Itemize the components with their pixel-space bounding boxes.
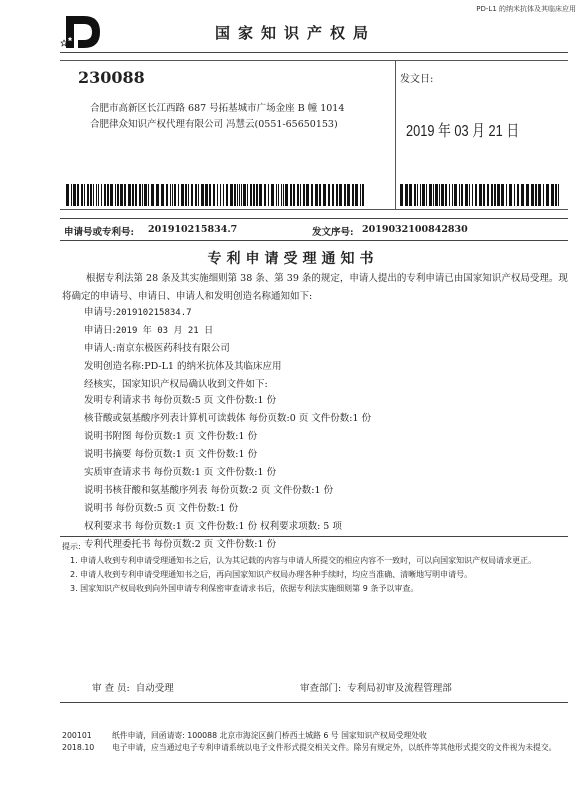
footer-rule [60, 702, 568, 703]
barcode-right [400, 184, 562, 206]
field-applicant: 申请人:南京东极医药科技有限公司 [84, 343, 230, 354]
note-item: 3. 国家知识产权局收到向外国申请专利保密审查请求书后，依据专利法实施细则第 9 条予以审查。 [70, 584, 419, 593]
footer-code-2: 2018.10 [62, 743, 95, 752]
examiner: 审 查 员: 自动受理 [92, 683, 174, 694]
document-item: 说明书核苷酸和氨基酸序列表 每份页数:2 页 文件份数:1 份 [84, 485, 334, 496]
postcode: 230088 [78, 68, 145, 87]
field-rule-bottom [60, 240, 568, 241]
application-no-value: 201910215834.7 [148, 224, 238, 235]
issue-date-label: 发文日: [400, 74, 434, 85]
field-invention-title: 发明创造名称:PD-L1 的纳米抗体及其临床应用 [84, 361, 282, 372]
header-rule [60, 52, 568, 53]
address-line-1: 合肥市高新区长江西路 687 号拓基城市广场金座 B 幢 1014 [90, 103, 345, 114]
application-no-label: 申请号或专利号: [64, 227, 135, 238]
header-note: PD-L1 的纳米抗体及其临床应用 [476, 5, 576, 13]
department: 审查部门: 专利局初审及流程管理部 [300, 683, 452, 694]
fields-list [84, 304, 281, 376]
field-rule-top [60, 218, 568, 219]
document-item: 权利要求书 每份页数:1 页 文件份数:1 份 权利要求项数: 5 项 [84, 521, 342, 532]
note-item: 2. 申请人收到专利申请受理通知书之后，再向国家知识产权局办理各种手续时，均应当准确、清晰地写明申请号。 [70, 570, 473, 579]
document-item: 专利代理委托书 每份页数:2 页 文件份数:1 份 [84, 539, 277, 550]
verified-intro: 经核实，国家知识产权局确认收到文件如下: [84, 379, 268, 390]
footer-text-1: 纸件申请，回函请寄: 100088 北京市海淀区蓟门桥西土城路 6 号 国家知识产权局受理处收 [112, 731, 427, 740]
serial-label: 发文序号: [312, 227, 354, 238]
footer-code-1: 200101 [62, 731, 92, 740]
document-item: 核苷酸或氨基酸序列表计算机可读载体 每份页数:0 页 文件份数:1 份 [84, 413, 372, 424]
serial-value: 2019032100842830 [362, 224, 468, 235]
notice-title: 专利申请受理通知书 [207, 251, 379, 267]
field-application-no: 申请号:201910215834.7 [84, 307, 192, 318]
address-line-2: 合肥律众知识产权代理有限公司 冯慧云(0551-65650153) [90, 119, 338, 130]
document-item: 说明书附图 每份页数:1 页 文件份数:1 份 [84, 431, 258, 442]
barcode-left [66, 184, 366, 206]
issue-date: 2019 年 03 月 21 日 [406, 123, 520, 140]
notes-title: 提示: [62, 542, 81, 551]
office-name: 国家知识产权局 [215, 24, 377, 42]
documents-list [84, 392, 371, 554]
cnipa-logo [60, 12, 102, 52]
document-item: 实质审查请求书 每份页数:1 页 文件份数:1 份 [84, 467, 277, 478]
note-item: 1. 申请人收到专利申请受理通知书之后，认为其记载的内容与申请人所提交的相应内容不一致时，可以向国家知识产权局请求更正。 [70, 556, 537, 565]
notes-section [62, 540, 568, 596]
document-item: 说明书摘要 每份页数:1 页 文件份数:1 份 [84, 449, 258, 460]
notes-rule [60, 536, 568, 537]
document-item: 发明专利请求书 每份页数:5 页 文件份数:1 份 [84, 395, 277, 406]
field-filing-date: 申请日:2019 年 03 月 21 日 [84, 325, 214, 336]
address-box-divider [395, 60, 396, 210]
document-item: 说明书 每份页数:5 页 文件份数:1 份 [84, 503, 239, 514]
footer-text-2: 电子申请，应当通过电子专利申请系统以电子文件形式提交相关文件。除另有规定外，以纸件等其他形式提交的文件视为未提交。 [112, 743, 557, 752]
intro-paragraph: 根据专利法第 28 条及其实施细则第 38 条、第 39 条的规定，申请人提出的专利申请已由国家知识产权局受理。现将确定的申请号、申请日、申请人和发明创造名称通知如下: [62, 273, 568, 302]
